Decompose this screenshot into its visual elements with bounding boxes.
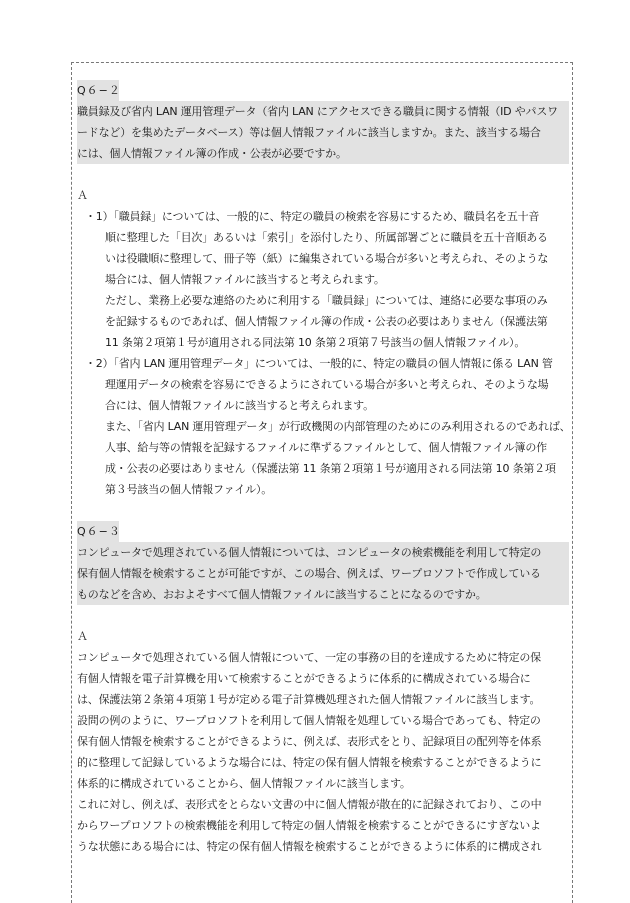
answer-line: これに対し、例えば、表形式をとらない文書の中に個人情報が散在的に記録されており、この中	[77, 798, 542, 811]
question-line: コンピュータで処理されている個人情報については、コンピュータの検索機能を利用して特定の	[77, 542, 569, 563]
item-line: 場合には、個人情報ファイルに該当すると考えられます。	[105, 273, 385, 286]
answer-line: 有個人情報を電子計算機を用いて検索することができるように体系的に構成されている場合に	[77, 672, 531, 685]
q6-2-heading: Q６−２	[77, 80, 119, 101]
item-line: 順に整理した「目次」あるいは「索引」を添付したり、所属部署ごとに職員を五十音順ある	[105, 231, 548, 244]
item-line: 人事、給与等の情報を記録するファイルに準ずるファイルとして、個人情報ファイル簿の作	[105, 441, 547, 454]
q6-2-item-2	[77, 353, 569, 500]
item-line: 理運用データの検索を容易にできるようにされている場合が多いと考えられ、そのような場	[105, 378, 549, 391]
question-line: 保有個人情報を検索することが可能ですが、この場合、例えば、ワープロソフトで作成している	[77, 563, 569, 584]
q6-3-question	[77, 542, 569, 605]
answer-line: からワープロソフトの検索機能を利用して特定の個人情報を検索することができるにすぎないよ	[77, 819, 541, 832]
item-line: ・1）「職員録」については、一般的に、特定の職員の検索を容易にするため、職員名を五十音	[85, 210, 540, 223]
item-line: 11 条第２項第１号が適用される同法第 10 条第２項第７号該当の個人情報ファイル）。	[105, 336, 526, 349]
answer-line: 設問の例のように、ワープロソフトを利用して個人情報を処理している場合であっても、特定の	[77, 714, 541, 727]
document-body	[77, 80, 569, 857]
question-line: には、個人情報ファイル簿の作成・公表が必要ですか。	[77, 143, 569, 164]
answer-line: 的に整理して記録しているような場合には、特定の保有個人情報を検索することができるように	[77, 756, 542, 769]
answer-line: うな状態にある場合には、特定の保有個人情報を検索することができるように体系的に構成され	[77, 840, 542, 853]
answer-line: コンピュータで処理されている個人情報について、一定の事務の目的を達成するために特定の保	[77, 651, 541, 664]
question-line: ものなどを含め、おおよそすべて個人情報ファイルに該当することになるのですか。	[77, 584, 569, 605]
answer-line: は、保護法第２条第４項第１号が定める電子計算機処理された個人情報ファイルに該当します。	[77, 693, 541, 706]
item-line: 第３号該当の個人情報ファイル）。	[105, 483, 273, 496]
q6-2-answer-label: Ａ	[77, 189, 88, 202]
item-line: ・2）「省内 LAN 運用管理データ」については、一般的に、特定の職員の個人情報に係る LAN 管	[85, 357, 553, 370]
q6-3-answer-label: Ａ	[77, 630, 88, 643]
item-line: を記録するものであれば、個人情報ファイル簿の作成・公表の必要はありません（保護法第	[105, 315, 548, 328]
q6-3-answer	[77, 647, 569, 857]
q6-3-heading: Q６−３	[77, 521, 119, 542]
answer-line: 体系的に構成されていることから、個人情報ファイルに該当します。	[77, 777, 411, 790]
item-line: また、「省内 LAN 運用管理データ」が行政機関の内部管理のためにのみ利用されるのであれば、	[105, 420, 571, 433]
question-line: 職員録及び省内 LAN 運用管理データ（省内 LAN にアクセスできる職員に関する情報（ID やパスワ	[77, 101, 569, 122]
q6-2-question	[77, 101, 569, 164]
item-line: 合には、個人情報ファイルに該当すると考えられます。	[105, 399, 374, 412]
q6-2-item-1	[77, 206, 569, 353]
item-line: 成・公表の必要はありません（保護法第 11 条第２項第１号が適用される同法第 10 条第２項	[105, 462, 556, 475]
answer-line: 保有個人情報を検索することができるように、例えば、表形式をとり、記録項目の配列等を体系	[77, 735, 542, 748]
item-line: いは役職順に整理して、冊子等（紙）に編集されている場合が多いと考えられ、そのような	[105, 252, 549, 265]
item-line: ただし、業務上必要な連絡のために利用する「職員録」については、連絡に必要な事項のみ	[105, 294, 548, 307]
question-line: ードなど）を集めたデータベース）等は個人情報ファイルに該当しますか。また、該当する場合	[77, 122, 569, 143]
